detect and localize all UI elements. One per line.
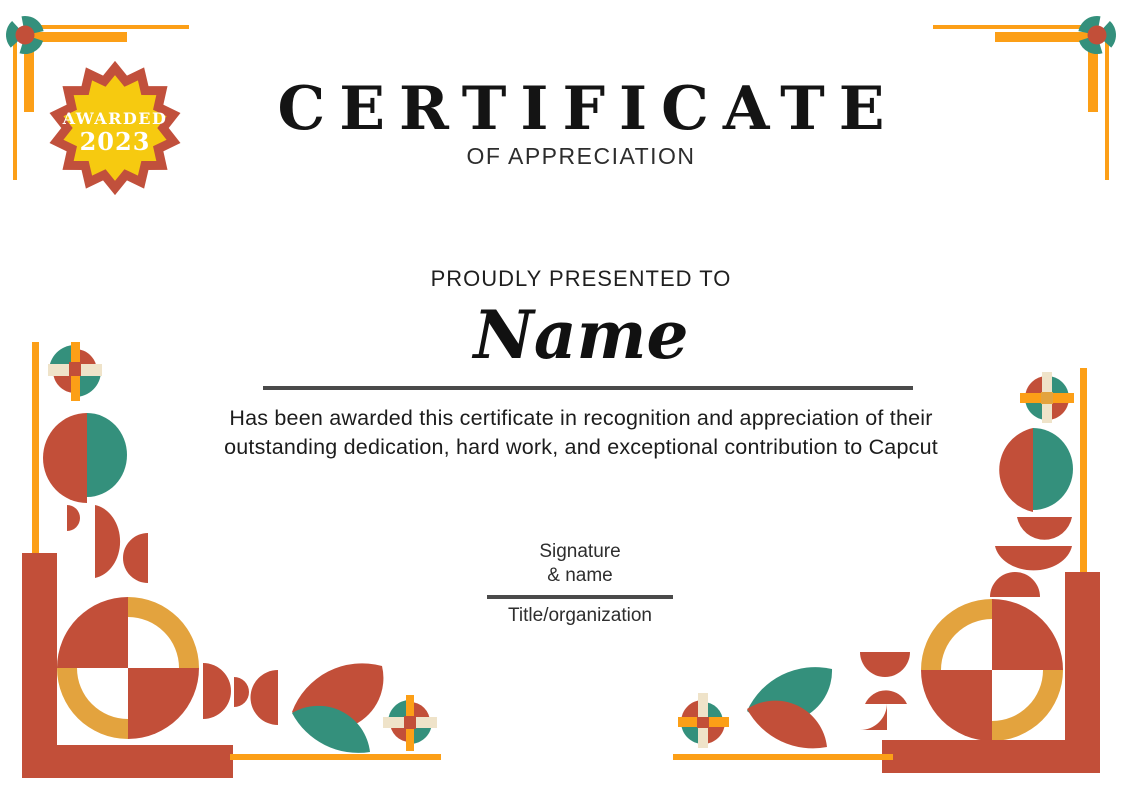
description-line-1: Has been awarded this certificate in recognition and appreciation of their [229,406,933,430]
signature-org-label: Title/organization [508,604,652,626]
quartered-circle-icon [57,597,199,739]
page-title: CERTIFICATE [277,74,899,144]
bud-leaf-icon [999,428,1073,512]
signature-line [487,595,673,599]
collage-bottom-right [672,333,1122,793]
presented-label: PROUDLY PRESENTED TO [430,266,732,291]
double-leaf-icon [747,667,832,748]
collage-bottom-left [0,333,450,793]
badge-label: AWARDED [62,109,168,128]
stem-line-icon [32,342,39,557]
recipient-name: Name [473,296,689,374]
badge-year: 2023 [79,127,151,156]
flower-pinwheel-icon [678,693,729,748]
quartered-circle-icon [921,599,1063,741]
baseline-icon [673,754,893,760]
signature-label-line-1: Signature [539,541,621,562]
half-disc-cluster-icon [990,517,1072,597]
title-block [20,74,1122,170]
page-subtitle: OF APPRECIATION [466,143,696,169]
description-line-2: outstanding dedication, hard work, and exceptional contribution to Capcut [224,435,938,460]
flower-pinwheel-icon [383,695,437,751]
half-disc-cluster-icon [67,505,148,583]
flower-pinwheel-icon [48,342,102,401]
baseline-icon [230,754,441,760]
stem-line-icon [1080,368,1087,573]
double-leaf-icon [292,663,383,753]
bud-leaf-icon [43,413,127,503]
flower-pinwheel-icon [1020,372,1074,423]
semicircle-row-icon [860,652,910,730]
semicircle-row-icon [203,663,278,725]
signature-label-line-2: & name [547,564,613,586]
